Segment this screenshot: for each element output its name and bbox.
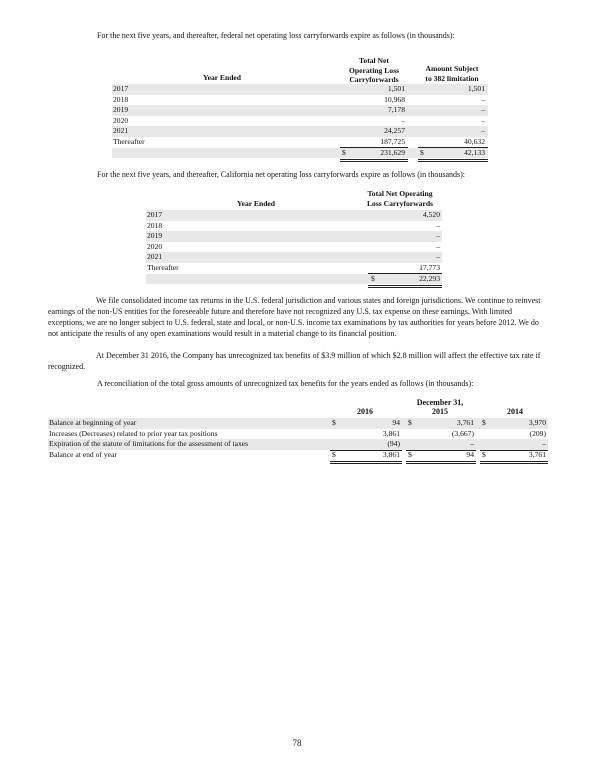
header-total-nol: Total Net Operating Loss Carryforwards — [349, 56, 399, 84]
table-row: Increases (Decreases) related to prior year tax positions 3,861 (3,667) (209) — [49, 428, 546, 438]
table-row: Balance at beginning of year $ 94 $ 3,761 $ 3,970 — [49, 418, 546, 427]
double-rule-a2 — [340, 161, 408, 162]
page-number: 78 — [292, 738, 302, 748]
table-row: 2019 – — [147, 231, 440, 240]
table-total-row: $ 22,293 — [146, 274, 442, 285]
paragraph-california-nol-intro: For the next five years, and thereafter, California net operating loss carryforwards expire as follows (in thousands): — [97, 170, 466, 179]
double-rule-2015-b — [406, 463, 476, 464]
double-rule-a — [340, 159, 408, 160]
california-nol-table — [146, 189, 442, 285]
table-row: 2017 1,501 1,501 — [112, 84, 488, 95]
table-row: Expiration of the statute of limitations for the assessment of taxes (94) – – — [49, 439, 546, 448]
table-row: Thereafter 187,725 40,632 — [113, 136, 485, 146]
header-year-2014: 2014 — [507, 407, 523, 416]
unrecognized-benefits-table — [48, 398, 548, 464]
table-total-row: Balance at end of year $ 3,861 $ 94 $ 3,761 — [49, 450, 546, 459]
double-rule-b — [368, 287, 442, 288]
double-rule-2016-a — [330, 461, 402, 462]
paragraph-federal-nol-intro: For the next five years, and thereafter, federal net operating loss carryforwards expire as follows (in thousands): — [97, 31, 455, 40]
table-row: Thereafter 17,773 — [147, 262, 440, 272]
table-row: 2020 – – — [113, 115, 485, 125]
header-year-ended: Year Ended — [236, 199, 276, 208]
header-year-ended: Year Ended — [202, 73, 242, 82]
header-amount-subject: Amount Subject to 382 limitation — [425, 64, 479, 83]
double-rule-2016-b — [330, 463, 402, 464]
federal-nol-table — [112, 56, 488, 160]
header-year-2015: 2015 — [432, 407, 448, 416]
table-row: 2021 – — [147, 252, 440, 261]
paragraph-reconciliation-intro: A reconciliation of the total gross amounts of unrecognized tax benefits for the years ended as follows (in thousands): — [97, 379, 474, 388]
table-row: 2021 24,257 – — [112, 126, 488, 137]
double-rule-a — [368, 285, 442, 286]
table-row: 2017 4,520 — [147, 210, 440, 219]
header-year-2016: 2016 — [357, 407, 373, 416]
double-rule-b2 — [418, 161, 488, 162]
double-rule-2015-a — [406, 461, 476, 462]
double-rule-2014-a — [480, 461, 548, 462]
double-rule-b — [418, 159, 488, 160]
table-row: 2019 7,178 – — [112, 105, 488, 116]
table-row: 2018 10,968 – — [113, 94, 485, 104]
header-total-nol: Total Net Operating Loss Carryforwards — [366, 189, 433, 208]
paragraph-unrecognized-benefits: At December 31 2016, the Company has unrecognized tax benefits of $3.9 million of which $2.8 million will affect the effective tax rate if recognized. — [48, 351, 541, 371]
header-period: December 31, — [416, 398, 464, 407]
double-rule-2014-b — [480, 463, 548, 464]
paragraph-consolidated-returns: We file consolidated income tax returns in the U.S. federal jurisdiction and various states and foreign jurisdictions. We continue to reinvest earnings of the non-US entities for the foreseeable future and therefore have not recognized any U.S. tax expense on these earnings. With limited exceptions, we are no longer subject to U.S. federal, state and local, or non-U.S. income tax examinations by tax authorities for years before 2012. We do not anticipate the results of any open examinations would result in a material change to its financial position. — [48, 296, 541, 338]
table-row: 2020 – — [147, 241, 440, 251]
table-row: 2018 – — [147, 220, 440, 230]
table-total-row: $ 231,629 $ 42,133 — [112, 148, 488, 159]
